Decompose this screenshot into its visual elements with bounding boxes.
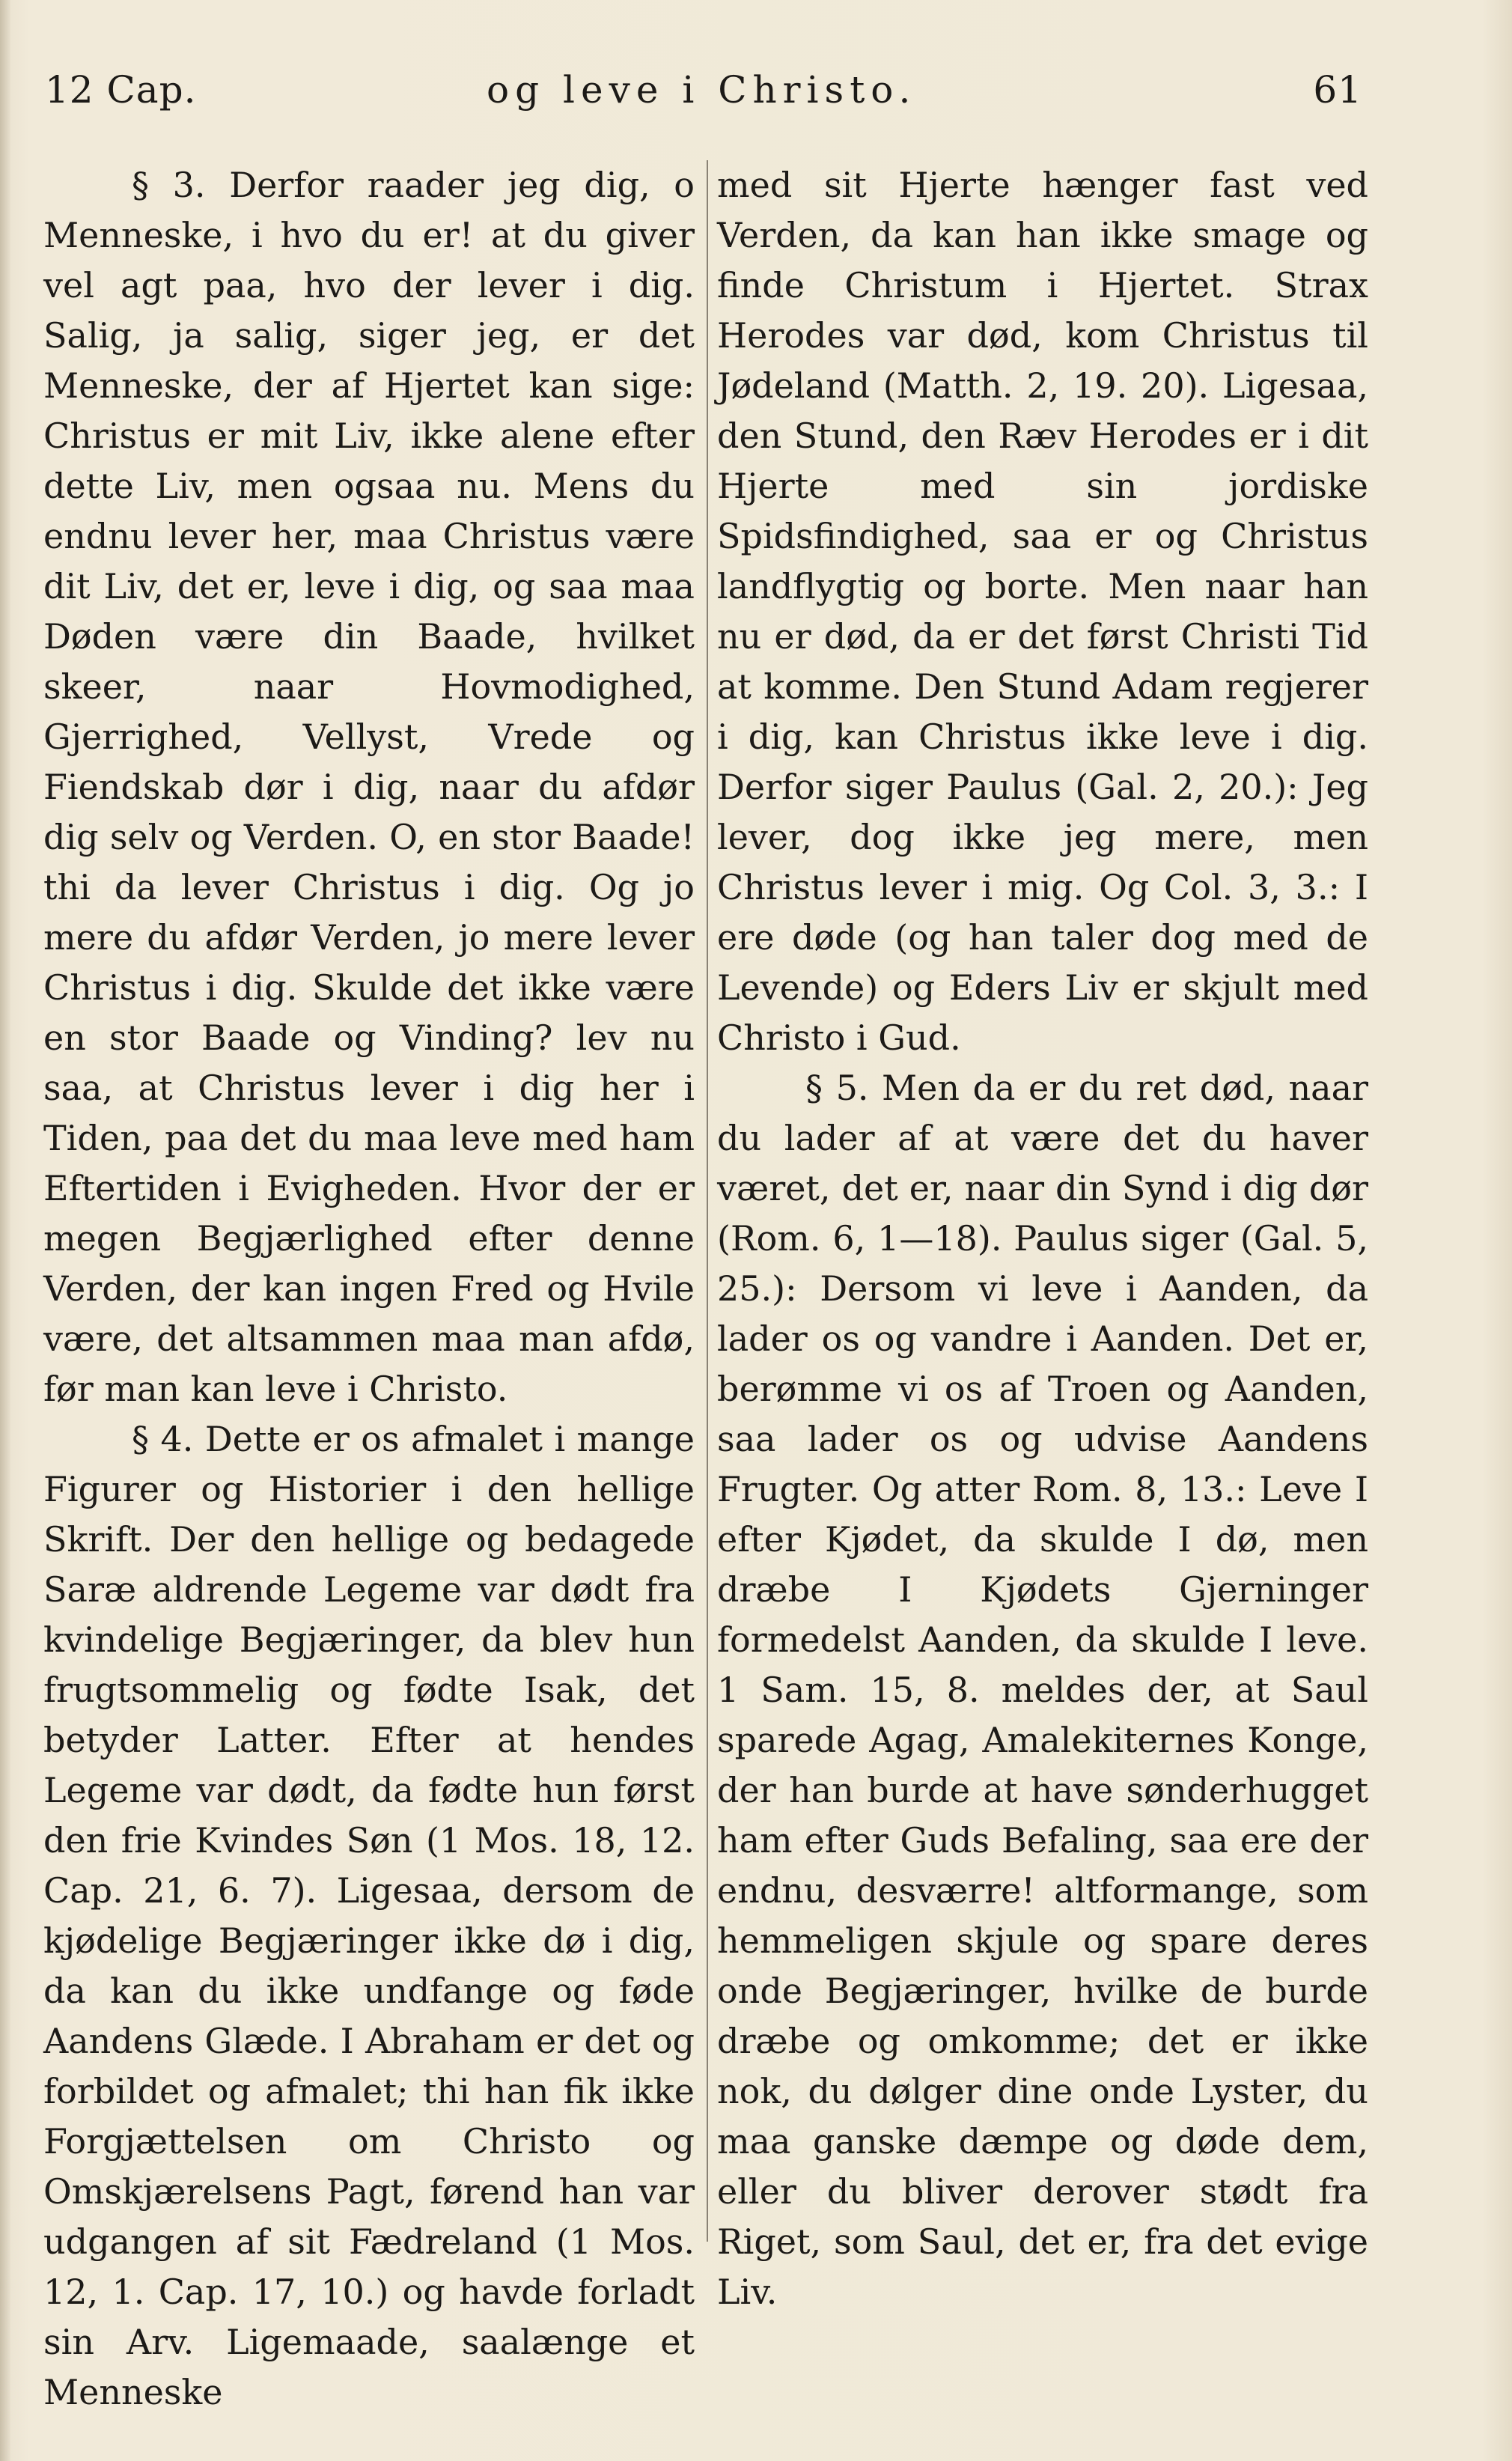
paragraph-section-3: § 3. Derfor raader jeg dig, o Menneske, i hvo du er! at du giver vel agt paa, hvo der lever i dig. Salig, ja salig, siger jeg, er det Menneske, der af Hjertet kan sige: Christus er mit Liv, ikke alene efter dette Liv, men ogsaa nu. Mens du endnu lever her, maa Christus være dit Liv, det er, leve i dig, og saa maa Døden være din Baade, hvilket skeer, naar Hovmodighed, Gjerrighed, Vellyst, Vrede og Fiendskab dør i dig, naar du afdør dig selv og Verden. O, en stor Baade! thi da lever Christus i dig. Og jo mere du afdør Verden, jo mere lever Christus i dig. Skulde det ikke være en stor Baade og Vinding? lev nu saa, at Christus lever i dig her i Tiden, paa det du maa leve med ham Eftertiden i Evigheden. Hvor der er megen Begjærlighed efter denne Verden, der kan ingen Fred og Hvile være, det altsammen maa man afdø, før man kan leve i Christo. [43,165,695,1409]
page-number: 61 [1313,68,1362,112]
left-column [43,160,695,2418]
page-spine-edge [0,0,10,2461]
paragraph-section-4: § 4. Dette er os afmalet i mange Figurer og Historier i den hellige Skrift. Der den hellige og bedagede Saræ aldrende Legeme var dødt fra kvindelige Begjæringer, da blev hun frugtsommelig og fødte Isak, det betyder Latter. Efter at hendes Legeme var dødt, da fødte hun først den frie Kvindes Søn (1 Mos. 18, 12. Cap. 21, 6. 7). Ligesaa, dersom de kjødelige Begjæringer ikke dø i dig, da kan du ikke undfange og føde Aandens Glæde. I Abraham er det og forbildet og afmalet; thi han fik ikke Forgjættelsen om Christo og Omskjærelsens Pagt, førend han var udgangen af sit Fædreland (1 Mos. 12, 1. Cap. 17, 10.) og havde forladt sin Arv. Ligemaade, saalænge et Menneske [43,1419,695,2412]
column-divider [707,160,708,2242]
right-column [717,160,1368,2317]
running-title: og leve i Christo. [487,68,917,112]
paragraph-continuation: med sit Hjerte hænger fast ved Verden, da kan han ikke smage og finde Christum i Hjertet. Strax Herodes var død, kom Christus til Jødeland (Matth. 2, 19. 20). Ligesaa, den Stund, den Ræv Herodes er i dit Hjerte med sin jordiske Spidsfindighed, saa er og Christus landflygtig og borte. Men naar han nu er død, da er det først Christi Tid at komme. Den Stund Adam regjerer i dig, kan Christus ikke leve i dig. Derfor siger Paulus (Gal. 2, 20.): Jeg lever, dog ikke jeg mere, men Christus lever i mig. Og Col. 3, 3.: I ere døde (og han taler dog med de Levende) og Eders Liv er skjult med Christo i Gud. [717,165,1368,1058]
running-header [45,60,1362,120]
chapter-label: 12 Cap. [45,68,197,112]
paragraph-section-5: § 5. Men da er du ret død, naar du lader af at være det du haver været, det er, naar din Synd i dig dør (Rom. 6, 1—18). Paulus siger (Gal. 5, 25.): Dersom vi leve i Aanden, da lader os og vandre i Aanden. Det er, berømme vi os af Troen og Aanden, saa lader os og udvise Aandens Frugter. Og atter Rom. 8, 13.: Leve I efter Kjødet, da skulde I dø, men dræbe I Kjødets Gjerninger formedelst Aanden, da skulde I leve. 1 Sam. 15, 8. meldes der, at Saul sparede Agag, Amalekiternes Konge, der han burde at have sønderhugget ham efter Guds Befaling, saa ere der endnu, desværre! altformange, som hemmeligen skjule og spare deres onde Begjæringer, hvilke de burde dræbe og omkomme; det er ikke nok, du dølger dine onde Lyster, du maa ganske dæmpe og døde dem, eller du bliver derover stødt fra Riget, som Saul, det er, fra det evige Liv. [717,1068,1368,2312]
